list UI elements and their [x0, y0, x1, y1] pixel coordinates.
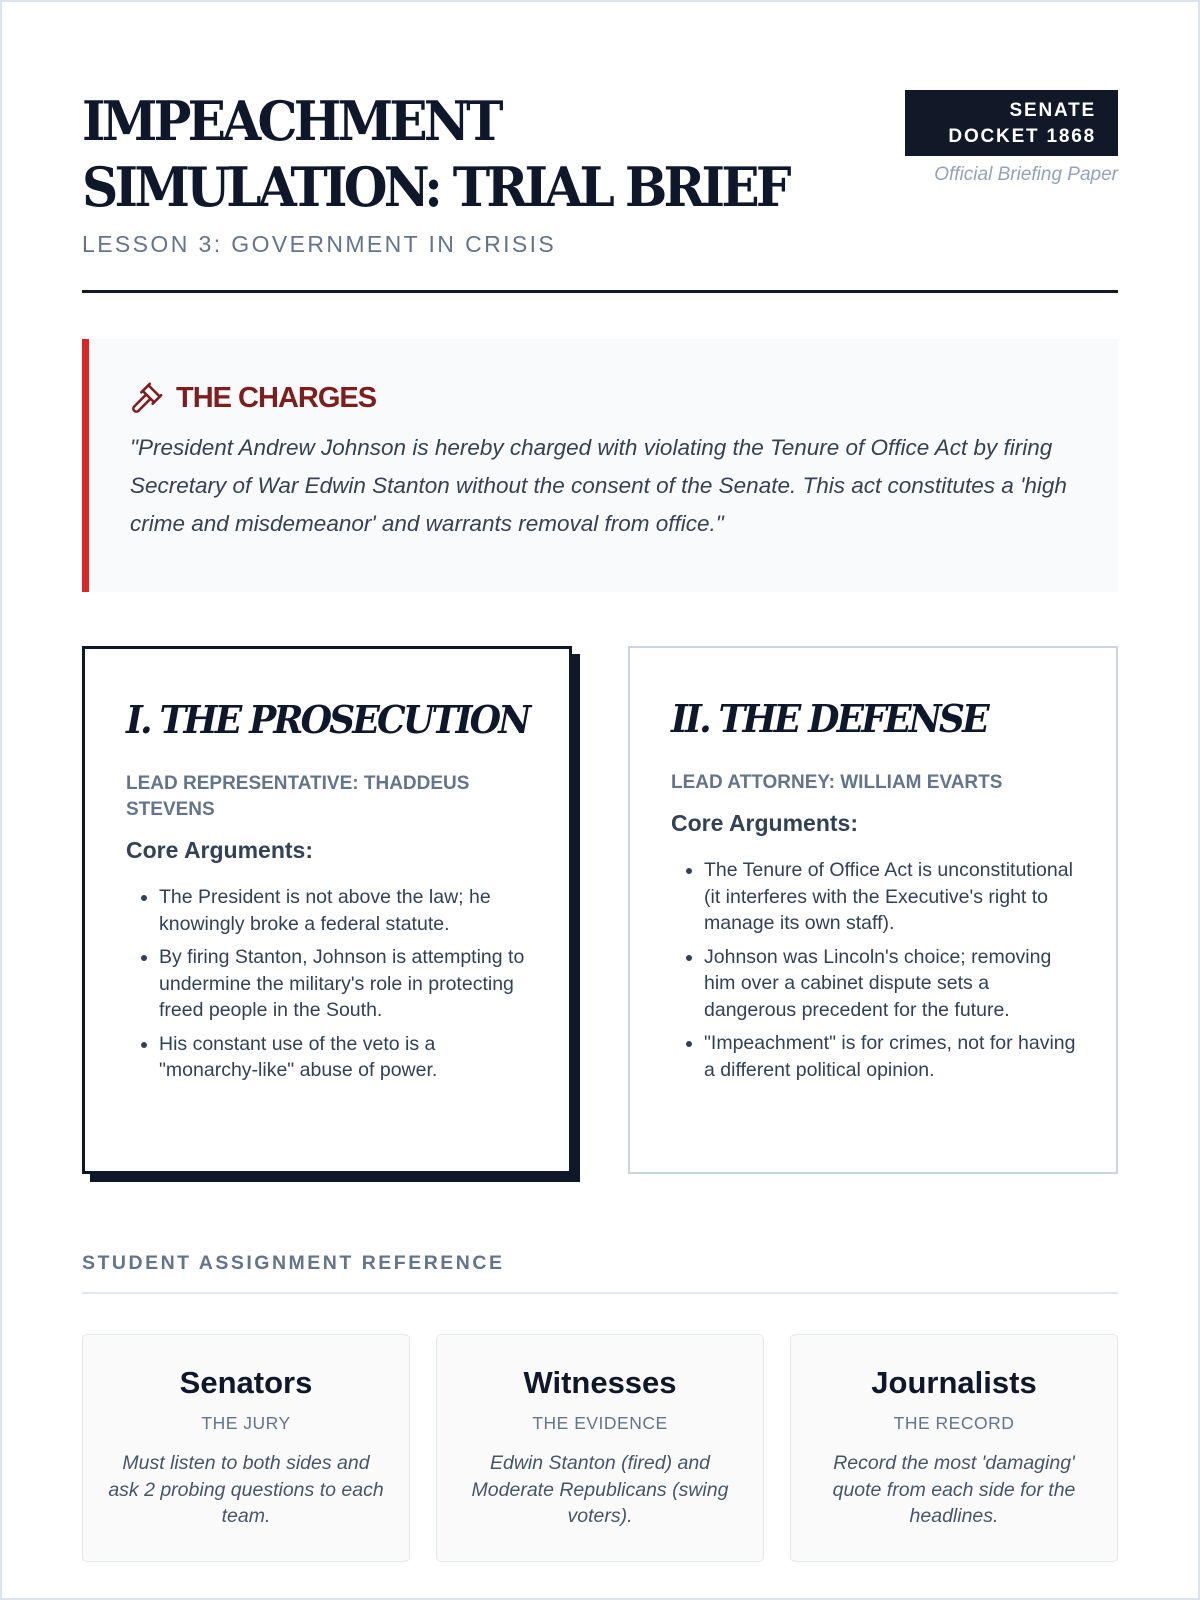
role-card-title: Witnesses [523, 1365, 677, 1400]
role-card-title: Journalists [871, 1365, 1037, 1400]
argument-item: • "Impeachment" is for crimes, not for having a different political opinion. [704, 1030, 1076, 1083]
charges-panel [82, 339, 1118, 592]
prosecution-title: I. THE PROSECUTION [126, 697, 529, 742]
defense-title: II. THE DEFENSE [671, 696, 987, 741]
charges-title: THE CHARGES [176, 381, 377, 414]
charges-text: "President Andrew Johnson is hereby charged with violating the Tenure of Office Act by firing Secretary of War Edwin Stanton without the consent of the Senate. This act constitutes a 'high crime and misdemeanor' and warrants removal from office." [130, 435, 1067, 536]
role-card-witnesses [436, 1334, 764, 1562]
defense-arguments [671, 857, 1076, 1083]
docket-line-2: DOCKET 1868 [948, 126, 1096, 147]
prosecution-card [82, 646, 572, 1174]
role-card-description: Must listen to both sides and ask 2 probing questions to each team. [108, 1452, 384, 1527]
docket-line-1: SENATE [1009, 100, 1096, 121]
role-card-senators [82, 1334, 410, 1562]
argument-item: • By firing Stanton, Johnson is attempting to undermine the military's role in protecting freed people in the South. [159, 944, 529, 1024]
argument-item: • His constant use of the veto is a "monarchy-like" abuse of power. [159, 1031, 529, 1084]
gavel-icon [130, 381, 164, 415]
page-title: IMPEACHMENT SIMULATION: TRIAL BRIEF [82, 89, 788, 219]
argument-item: • The President is not above the law; he knowingly broke a federal statute. [159, 884, 529, 937]
role-card-journalists [790, 1334, 1118, 1562]
argument-item: • Johnson was Lincoln's choice; removing him over a cabinet dispute sets a dangerous precedent for the future. [704, 944, 1076, 1024]
charges-header [130, 381, 1078, 415]
docket-caption: Official Briefing Paper [934, 164, 1118, 185]
prosecution-core-label: Core Arguments: [126, 837, 313, 863]
role-card-role: THE RECORD [893, 1413, 1015, 1433]
reference-heading: STUDENT ASSIGNMENT REFERENCE [82, 1252, 1118, 1294]
role-card-description: Record the most 'damaging' quote from each side for the headlines. [832, 1452, 1076, 1527]
role-card-role: THE JURY [201, 1413, 291, 1433]
defense-card [628, 646, 1118, 1174]
role-card-description: Edwin Stanton (fired) and Moderate Republicans (swing voters). [471, 1452, 729, 1527]
page-header [82, 88, 1118, 293]
role-card-title: Senators [179, 1365, 313, 1400]
defense-lead: LEAD ATTORNEY: WILLIAM EVARTS [671, 772, 1003, 793]
defense-core-label: Core Arguments: [671, 810, 858, 836]
argument-item: • The Tenure of Office Act is unconstitutional (it interferes with the Executive's right to manage its own staff). [704, 857, 1076, 937]
lesson-subtitle: LESSON 3: GOVERNMENT IN CRISIS [82, 231, 557, 257]
docket-badge [905, 90, 1118, 156]
prosecution-arguments [126, 884, 529, 1084]
trial-brief-page [82, 80, 1118, 1527]
prosecution-lead: LEAD REPRESENTATIVE: THADDEUS STEVENS [126, 773, 470, 820]
role-card-role: THE EVIDENCE [532, 1413, 668, 1433]
